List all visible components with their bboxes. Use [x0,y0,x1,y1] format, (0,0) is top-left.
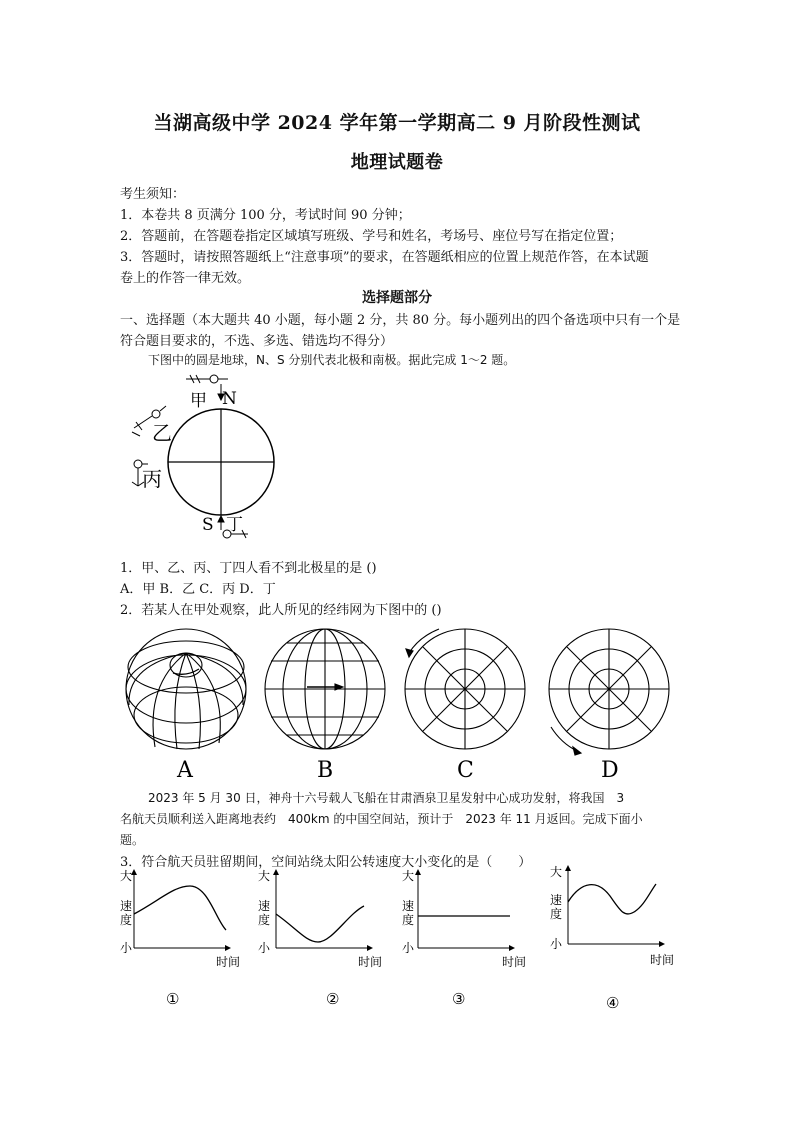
label-c: C [457,758,474,783]
label-b: B [317,758,334,783]
exam-subtitle: 地理试题卷 [350,152,444,173]
chart-1-time: 时间 [216,955,241,969]
chart-1 [120,868,240,1008]
notice-heading: 考生须知： [120,187,186,202]
chart-4-speed2: 度 [550,907,563,921]
chart-2-speed1: 速 [258,899,271,913]
chart-4-series [568,884,656,914]
chart-2-small: 小 [258,941,271,955]
chart-2-series [276,906,364,942]
chart-3-number: ③ [452,990,466,1008]
chart-3-speed2: 度 [402,913,415,927]
notice-item-3-cont: 卷上的作答一律无效。 [120,271,251,286]
q3-stem: 3．符合航天员驻留期间，空间站绕太阳公转速度大小变化的是（ ） [120,855,532,870]
chart-2-big: 大 [258,869,271,883]
label-a: A [177,758,193,783]
section-title: 选择题部分 [362,290,432,306]
chart-1-big: 大 [120,869,133,883]
chart-3 [402,868,526,1008]
passage-line-3: 题。 [120,833,145,847]
graticule-b [265,629,385,749]
exam-title: 当湖高级中学 2024 学年第一学期高二 9 月阶段性测试 [153,112,641,134]
earth-figure [120,370,290,550]
passage-line-2: 名航天员顺利送入距离地表约 400km 的中国空间站，预计于 2023 年 11 月返回。完成下面小 [120,812,643,826]
chart-3-speed1: 速 [402,899,415,913]
chart-2 [258,868,382,1008]
chart-1-number: ① [166,990,180,1008]
q1-stem: 1．甲、乙、丙、丁四人看不到北极星的是 () [120,561,377,576]
chart-1-small: 小 [120,941,133,955]
section-intro-2: 符合题目要求的，不选、多选、错选均不得分） [120,334,394,349]
label-d: D [601,758,619,783]
chart-1-speed2: 度 [120,913,133,927]
chart-3-small: 小 [402,941,415,955]
chart-4-number: ④ [606,994,620,1012]
chart-2-number: ② [326,990,340,1008]
chart-2-time: 时间 [358,955,383,969]
chart-2-speed2: 度 [258,913,271,927]
chart-4-small: 小 [550,937,563,951]
chart-4-time: 时间 [650,953,675,967]
chart-4-big: 大 [550,865,563,879]
passage-line-1: 2023 年 5 月 30 日，神舟十六号载人飞船在甘肃酒泉卫星发射中心成功发射，将我国 3 [148,791,625,805]
graticule-a [126,629,246,749]
label-n: N [222,389,237,409]
label-ding: 丁 [226,515,243,535]
chart-1-speed1: 速 [120,899,133,913]
graticule-c [405,629,525,749]
label-yi: 乙 [152,421,172,445]
chart-1-series [134,886,226,930]
figure1-caption: 下图中的圆是地球，N、S 分别代表北极和南极。据此完成 1～2 题。 [148,353,516,367]
section-intro-1: 一、选择题（本大题共 40 小题，每小题 2 分，共 80 分。每小题列出的四个备选项中只有一个是 [120,313,681,328]
label-s: S [202,515,214,535]
chart-4-speed1: 速 [550,893,563,907]
notice-item-1: 1．本卷共 8 页满分 100 分，考试时间 90 分钟； [120,208,411,223]
q2-stem: 2．若某人在甲处观察，此人所见的经纬网为下图中的 () [120,603,442,618]
label-jia: 甲 [190,391,207,411]
chart-4 [550,864,674,1012]
notice-item-3: 3．答题时，请按照答题纸上“注意事项”的要求，在答题纸相应的位置上规范作答，在本试题 [120,250,649,265]
notice-item-2: 2．答题前，在答题卷指定区域填写班级、学号和姓名，考场号、座位号写在指定位置； [120,229,623,244]
speed-charts [112,862,682,1022]
q1-options: A．甲 B．乙 C．丙 D．丁 [120,582,276,597]
graticule-d [549,629,669,755]
chart-3-big: 大 [402,869,415,883]
graticule-figures [115,625,685,785]
label-bing: 丙 [142,467,162,491]
chart-3-time: 时间 [502,955,527,969]
